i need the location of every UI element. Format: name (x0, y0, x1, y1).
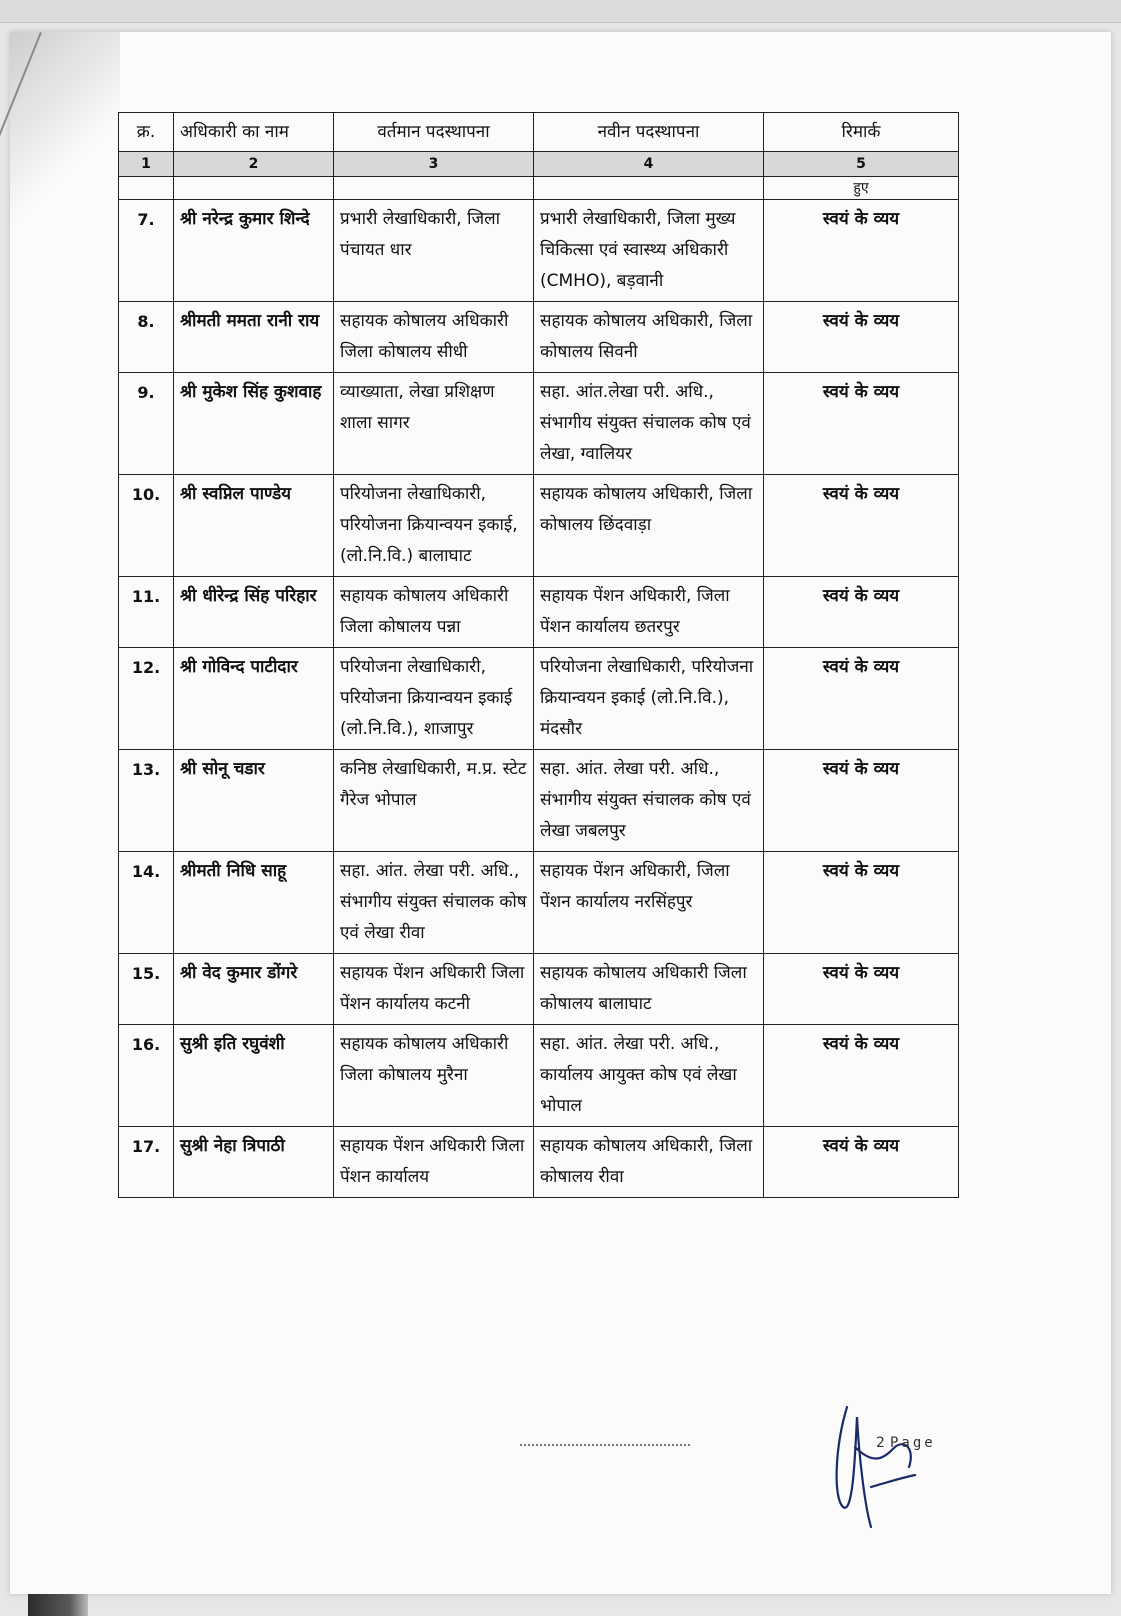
row-current-posting: सहायक कोषालय अधिकारी जिला कोषालय सीधी (334, 302, 534, 373)
header-current-posting: वर्तमान पदस्थापना (334, 113, 534, 152)
row-current-posting: सहायक कोषालय अधिकारी जिला कोषालय मुरैना (334, 1025, 534, 1127)
footer-dotted-line (520, 1444, 690, 1448)
row-current-posting: सहायक कोषालय अधिकारी जिला कोषालय पन्ना (334, 577, 534, 648)
row-sno: 14. (119, 852, 174, 954)
column-number: 4 (534, 152, 764, 177)
page-number: 2 (876, 1435, 885, 1451)
header-name: अधिकारी का नाम (174, 113, 334, 152)
row-officer-name: श्री वेद कुमार डोंगरे (174, 954, 334, 1025)
row-officer-name: श्री धीरेन्द्र सिंह परिहार (174, 577, 334, 648)
row-sno: 11. (119, 577, 174, 648)
row-remark: स्वयं के व्यय (764, 648, 959, 750)
row-current-posting: सहायक पेंशन अधिकारी जिला पेंशन कार्यालय (334, 1127, 534, 1198)
top-strip (0, 0, 1121, 23)
row-officer-name: श्री नरेन्द्र कुमार शिन्दे (174, 200, 334, 302)
row-new-posting: सहायक पेंशन अधिकारी, जिला पेंशन कार्यालय छतरपुर (534, 577, 764, 648)
transfer-table-wrapper (118, 112, 958, 1198)
row-remark: स्वयं के व्यय (764, 200, 959, 302)
row-sno: 15. (119, 954, 174, 1025)
row-sno: 9. (119, 373, 174, 475)
row-current-posting: व्याख्याता, लेखा प्रशिक्षण शाला सागर (334, 373, 534, 475)
column-number: 3 (334, 152, 534, 177)
row-current-posting: परियोजना लेखाधिकारी, परियोजना क्रियान्वयन इकाई, (लो.नि.वि.) बालाघाट (334, 475, 534, 577)
row-officer-name: श्रीमती निधि साहू (174, 852, 334, 954)
table-row (119, 750, 959, 852)
row-sno: 7. (119, 200, 174, 302)
column-number: 2 (174, 152, 334, 177)
header-row (119, 113, 959, 152)
table-row (119, 200, 959, 302)
row-current-posting: सहा. आंत. लेखा परी. अधि., संभागीय संयुक्त संचालक कोष एवं लेखा रीवा (334, 852, 534, 954)
row-current-posting: कनिष्ठ लेखाधिकारी, म.प्र. स्टेट गैरेज भोपाल (334, 750, 534, 852)
table-row (119, 475, 959, 577)
carry-over-remark: हुए (764, 177, 959, 200)
scan-edge-mark (28, 1594, 88, 1616)
row-officer-name: श्री मुकेश सिंह कुशवाह (174, 373, 334, 475)
row-sno: 13. (119, 750, 174, 852)
row-current-posting: परियोजना लेखाधिकारी, परियोजना क्रियान्वयन इकाई (लो.नि.वि.), शाजापुर (334, 648, 534, 750)
row-officer-name: सुश्री इति रघुवंशी (174, 1025, 334, 1127)
row-new-posting: सहायक कोषालय अधिकारी, जिला कोषालय सिवनी (534, 302, 764, 373)
document-page (10, 32, 1111, 1594)
row-sno: 17. (119, 1127, 174, 1198)
table-row (119, 648, 959, 750)
row-current-posting: प्रभारी लेखाधिकारी, जिला पंचायत धार (334, 200, 534, 302)
row-new-posting: सहायक पेंशन अधिकारी, जिला पेंशन कार्यालय नरसिंहपुर (534, 852, 764, 954)
row-officer-name: श्री स्वप्निल पाण्डेय (174, 475, 334, 577)
row-sno: 8. (119, 302, 174, 373)
signature (825, 1387, 935, 1537)
row-remark: स्वयं के व्यय (764, 1025, 959, 1127)
transfer-table (118, 112, 959, 1198)
row-new-posting: सहायक कोषालय अधिकारी जिला कोषालय बालाघाट (534, 954, 764, 1025)
row-sno: 10. (119, 475, 174, 577)
column-number: 1 (119, 152, 174, 177)
table-row (119, 373, 959, 475)
row-remark: स्वयं के व्यय (764, 852, 959, 954)
row-new-posting: सहा. आंत. लेखा परी. अधि., संभागीय संयुक्त संचालक कोष एवं लेखा जबलपुर (534, 750, 764, 852)
column-number-row (119, 152, 959, 177)
header-remark: रिमार्क (764, 113, 959, 152)
row-current-posting: सहायक पेंशन अधिकारी जिला पेंशन कार्यालय कटनी (334, 954, 534, 1025)
row-remark: स्वयं के व्यय (764, 302, 959, 373)
row-new-posting: सहायक कोषालय अधिकारी, जिला कोषालय रीवा (534, 1127, 764, 1198)
row-new-posting: प्रभारी लेखाधिकारी, जिला मुख्य चिकित्सा एवं स्वास्थ्य अधिकारी (CMHO), बड़वानी (534, 200, 764, 302)
row-officer-name: श्री गोविन्द पाटीदार (174, 648, 334, 750)
carry-over-row (119, 177, 959, 200)
column-number: 5 (764, 152, 959, 177)
row-sno: 12. (119, 648, 174, 750)
row-remark: स्वयं के व्यय (764, 1127, 959, 1198)
row-remark: स्वयं के व्यय (764, 373, 959, 475)
row-sno: 16. (119, 1025, 174, 1127)
row-new-posting: सहायक कोषालय अधिकारी, जिला कोषालय छिंदवाड़ा (534, 475, 764, 577)
row-remark: स्वयं के व्यय (764, 577, 959, 648)
table-row (119, 1025, 959, 1127)
table-row (119, 302, 959, 373)
page-label: Page (890, 1435, 936, 1451)
row-officer-name: श्रीमती ममता रानी राय (174, 302, 334, 373)
table-row (119, 852, 959, 954)
row-new-posting: परियोजना लेखाधिकारी, परियोजना क्रियान्वयन इकाई (लो.नि.वि.), मंदसौर (534, 648, 764, 750)
row-officer-name: सुश्री नेहा त्रिपाठी (174, 1127, 334, 1198)
row-new-posting: सहा. आंत.लेखा परी. अधि., संभागीय संयुक्त संचालक कोष एवं लेखा, ग्वालियर (534, 373, 764, 475)
table-row (119, 954, 959, 1025)
row-remark: स्वयं के व्यय (764, 475, 959, 577)
table-row (119, 1127, 959, 1198)
row-officer-name: श्री सोनू चडार (174, 750, 334, 852)
header-new-posting: नवीन पदस्थापना (534, 113, 764, 152)
header-sno: क्र. (119, 113, 174, 152)
transfer-rows (119, 200, 959, 1198)
row-new-posting: सहा. आंत. लेखा परी. अधि., कार्यालय आयुक्त कोष एवं लेखा भोपाल (534, 1025, 764, 1127)
row-remark: स्वयं के व्यय (764, 954, 959, 1025)
row-remark: स्वयं के व्यय (764, 750, 959, 852)
table-row (119, 577, 959, 648)
